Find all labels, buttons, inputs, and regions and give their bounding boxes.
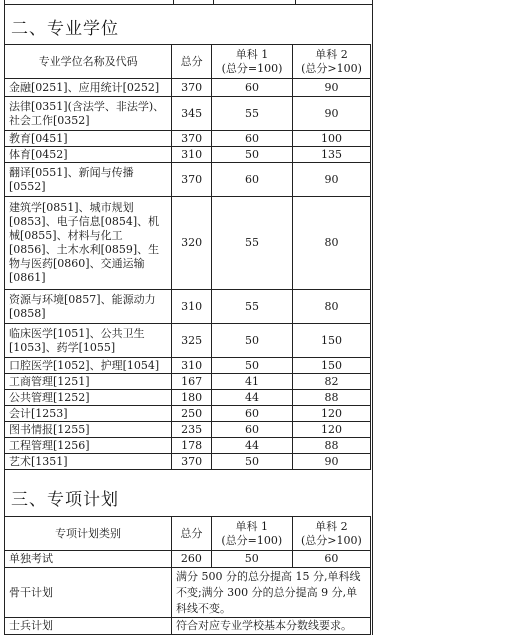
- degree-name-cell: 资源与环境[0857]、能源动力[0858]: [5, 290, 172, 324]
- total-score-cell: 370: [172, 163, 212, 197]
- single1-score-cell: 50: [211, 454, 292, 470]
- total-score-cell: 310: [172, 290, 212, 324]
- section-title-professional-degree: 二、专业学位: [11, 19, 119, 39]
- table-row: [5, 454, 371, 470]
- table-row: [5, 390, 371, 406]
- table-row: [5, 79, 371, 97]
- degree-name-cell: 教育[0451]: [5, 131, 172, 147]
- degree-name-cell: 体育[0452]: [5, 147, 172, 163]
- degree-name-cell: 会计[1253]: [5, 406, 172, 422]
- single1-score-cell: 55: [211, 197, 292, 290]
- single2-score-cell: 90: [292, 79, 370, 97]
- plan-note-cell: 满分 500 分的总分提高 15 分,单科线不变;满分 300 分的总分提高 9 分,单科线不变。: [171, 568, 370, 618]
- total-score-cell: 370: [172, 454, 212, 470]
- table-row: [5, 568, 371, 618]
- single1-score-cell: 50: [211, 324, 292, 358]
- single2-score-cell: 150: [292, 358, 370, 374]
- single1-score-cell: 55: [211, 290, 292, 324]
- single1-score-cell: 60: [211, 422, 292, 438]
- header-total: 总分: [172, 45, 212, 79]
- single2-score-cell: 150: [292, 324, 370, 358]
- plan-name-cell: 士兵计划: [5, 618, 172, 635]
- plan-note-cell: 符合对应专业学校基本分数线要求。: [171, 618, 370, 635]
- degree-name-cell: 图书情报[1255]: [5, 422, 172, 438]
- document-page: [4, 0, 373, 635]
- table-row: [5, 197, 371, 290]
- section-title-special-plan: 三、专项计划: [11, 490, 119, 510]
- header-name: 专项计划类别: [5, 517, 172, 551]
- total-score-cell: 310: [172, 358, 212, 374]
- header-name: 专业学位名称及代码: [5, 45, 172, 79]
- table-row: [5, 422, 371, 438]
- table-row: [5, 618, 371, 635]
- degree-name-cell: 建筑学[0851]、城市规划[0853]、电子信息[0854]、机械[0855]、材料与化工[0856]、土木水利[0859]、生物与医药[0860]、交通运输[0861]: [5, 197, 172, 290]
- single1-score-cell: 60: [211, 131, 292, 147]
- header-single2: 单科 2 (总分>100): [292, 517, 370, 551]
- table-header-row: [5, 517, 371, 551]
- header-single2: 单科 2 (总分>100): [292, 45, 370, 79]
- single2-score-cell: 120: [292, 406, 370, 422]
- single2-score-cell: 135: [292, 147, 370, 163]
- single2-score-cell: 100: [292, 131, 370, 147]
- single2-score-cell: 82: [292, 374, 370, 390]
- total-score-cell: 325: [172, 324, 212, 358]
- single1-score-cell: 60: [211, 163, 292, 197]
- degree-name-cell: 工商管理[1251]: [5, 374, 172, 390]
- total-score-cell: 370: [172, 131, 212, 147]
- plan-name-cell: 单独考试: [5, 551, 172, 568]
- single2-score-cell: 88: [292, 438, 370, 454]
- header-single1: 单科 1 (总分=100): [211, 45, 292, 79]
- total-score-cell: 260: [171, 551, 211, 568]
- table-row: [5, 406, 371, 422]
- table-row: [5, 374, 371, 390]
- single2-score-cell: 90: [292, 97, 370, 131]
- table-row: [5, 358, 371, 374]
- table-row: [5, 163, 371, 197]
- single1-score-cell: 50: [211, 551, 292, 568]
- table-row: [5, 438, 371, 454]
- professional-degree-table: [4, 44, 371, 470]
- single2-score-cell: 80: [292, 290, 370, 324]
- single1-score-cell: 50: [211, 147, 292, 163]
- single2-score-cell: 90: [292, 454, 370, 470]
- single2-score-cell: 90: [292, 163, 370, 197]
- total-score-cell: 320: [172, 197, 212, 290]
- degree-name-cell: 公共管理[1252]: [5, 390, 172, 406]
- degree-name-cell: 工程管理[1256]: [5, 438, 172, 454]
- total-score-cell: 250: [172, 406, 212, 422]
- table-row: [5, 551, 371, 568]
- single2-score-cell: 88: [292, 390, 370, 406]
- single2-score-cell: 60: [292, 551, 370, 568]
- header-single1: 单科 1 (总分=100): [211, 517, 292, 551]
- single1-score-cell: 55: [211, 97, 292, 131]
- single2-score-cell: 120: [292, 422, 370, 438]
- special-plan-table: [4, 516, 371, 635]
- degree-name-cell: 临床医学[1051]、公共卫生[1053]、药学[1055]: [5, 324, 172, 358]
- single1-score-cell: 50: [211, 358, 292, 374]
- previous-table-edge: [5, 0, 372, 5]
- degree-name-cell: 口腔医学[1052]、护理[1054]: [5, 358, 172, 374]
- total-score-cell: 178: [172, 438, 212, 454]
- degree-name-cell: 翻译[0551]、新闻与传播[0552]: [5, 163, 172, 197]
- single2-score-cell: 80: [292, 197, 370, 290]
- table-row: [5, 324, 371, 358]
- degree-name-cell: 金融[0251]、应用统计[0252]: [5, 79, 172, 97]
- header-total: 总分: [171, 517, 211, 551]
- table-row: [5, 147, 371, 163]
- table-header-row: [5, 45, 371, 79]
- total-score-cell: 345: [172, 97, 212, 131]
- degree-name-cell: 法律[0351](含法学、非法学)、社会工作[0352]: [5, 97, 172, 131]
- total-score-cell: 235: [172, 422, 212, 438]
- single1-score-cell: 44: [211, 390, 292, 406]
- single1-score-cell: 44: [211, 438, 292, 454]
- total-score-cell: 180: [172, 390, 212, 406]
- single1-score-cell: 41: [211, 374, 292, 390]
- degree-name-cell: 艺术[1351]: [5, 454, 172, 470]
- table-row: [5, 131, 371, 147]
- total-score-cell: 167: [172, 374, 212, 390]
- total-score-cell: 370: [172, 79, 212, 97]
- table-row: [5, 290, 371, 324]
- total-score-cell: 310: [172, 147, 212, 163]
- table-row: [5, 97, 371, 131]
- plan-name-cell: 骨干计划: [5, 568, 172, 618]
- single1-score-cell: 60: [211, 406, 292, 422]
- single1-score-cell: 60: [211, 79, 292, 97]
